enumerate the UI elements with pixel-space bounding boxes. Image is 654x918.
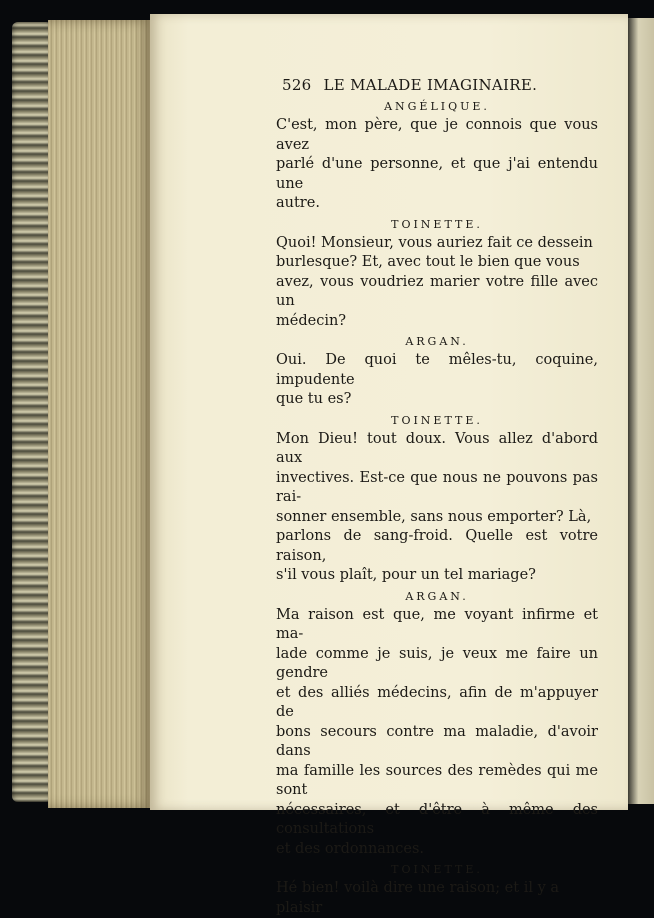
speaker-name: TOINETTE.	[391, 863, 483, 876]
text-line: s'il vous plaît, pour un tel mariage?	[276, 567, 536, 583]
text-line: invectives. Est-ce que nous ne pouvons pas rai-	[276, 469, 598, 505]
text-line: Mon Dieu! tout doux. Vous allez d'abord aux	[276, 430, 598, 466]
page-text	[276, 76, 598, 918]
speech-paragraph	[276, 234, 598, 332]
book-spine	[12, 22, 52, 802]
text-line: parlé d'une personne, et que j'ai entendu une	[276, 156, 598, 192]
speech-paragraph	[276, 430, 598, 586]
text-line: burlesque? Et, avec tout le bien que vous	[276, 254, 580, 270]
page-edges	[48, 20, 152, 808]
speech-paragraph	[276, 879, 598, 918]
text-line: médecin?	[276, 312, 347, 329]
speech-paragraph	[276, 116, 598, 214]
speaker-name: TOINETTE.	[391, 413, 483, 427]
text-line: et des alliés médecins, afin de m'appuyer de	[276, 684, 598, 720]
text-line: C'est, mon père, que je connois que vous avez	[276, 117, 598, 153]
text-line: bons secours contre ma maladie, d'avoir dans	[276, 723, 598, 759]
text-line: nécessaires, et d'être à même des consultations	[276, 801, 598, 837]
dialogue	[276, 100, 598, 918]
text-line: avez, vous voudriez marier votre fille avec un	[276, 273, 598, 309]
text-line: Oui. De quoi te mêles-tu, coquine, impudente	[276, 352, 598, 388]
page-number: 526	[282, 76, 312, 94]
speaker-name: ARGAN.	[405, 589, 469, 603]
text-line: que tu es?	[276, 391, 352, 407]
running-head	[282, 76, 598, 94]
text-line: Ma raison est que, me voyant infirme et ma-	[276, 606, 598, 642]
text-line: sonner ensemble, sans nous emporter? Là,	[276, 508, 592, 525]
running-title: LE MALADE IMAGINAIRE.	[323, 76, 538, 94]
text-line: ma famille les sources des remèdes qui me sont	[276, 762, 598, 798]
speech-paragraph	[276, 606, 598, 860]
text-line: autre.	[276, 195, 320, 211]
text-line: parlons de sang-froid. Quelle est votre raison,	[276, 528, 598, 564]
speaker-name: TOINETTE.	[391, 217, 483, 231]
text-line: et des ordonnances.	[276, 840, 425, 857]
text-line: lade comme je suis, je veux me faire un gendre	[276, 645, 598, 681]
speaker-name: ARGAN.	[405, 335, 469, 348]
speech-paragraph	[276, 351, 598, 410]
text-line: Quoi! Monsieur, vous auriez fait ce dessein	[276, 234, 593, 251]
speaker-name: ANGÉLIQUE.	[384, 100, 490, 113]
facing-page-edge	[628, 18, 654, 804]
text-line: Hé bien! voilà dire une raison; et il y a plaisir	[276, 880, 560, 916]
